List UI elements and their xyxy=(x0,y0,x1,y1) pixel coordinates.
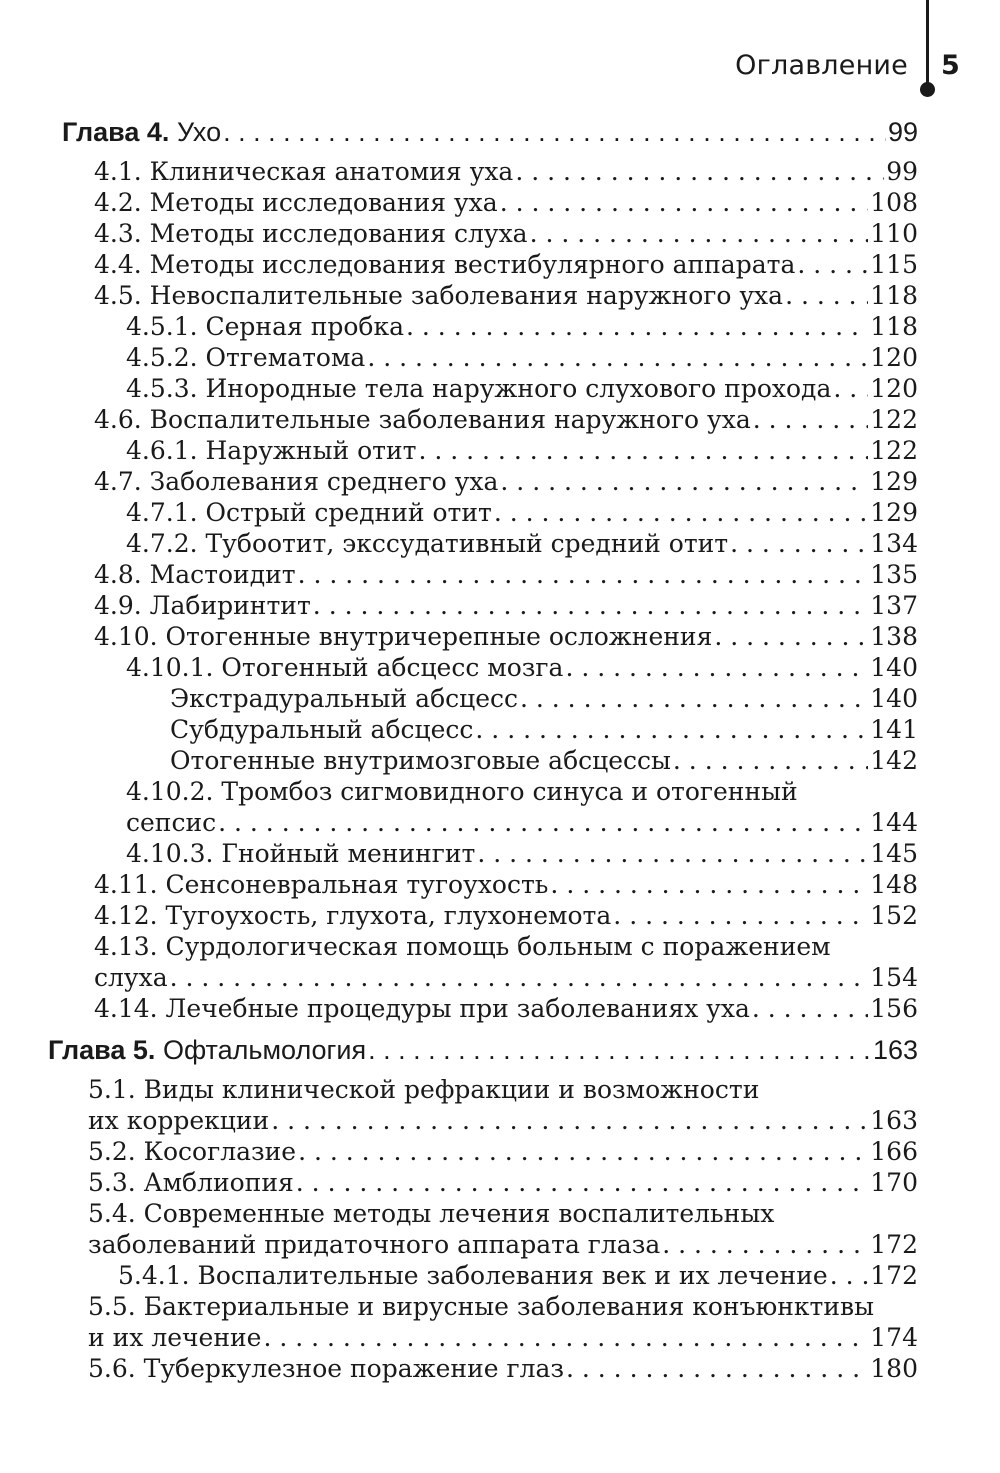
entry-title: Экстрадуральный абсцесс xyxy=(170,684,518,713)
leader-dots xyxy=(530,219,869,248)
entry-title: 4.10.3. Гнойный менингит xyxy=(126,839,476,868)
toc-entry[interactable] xyxy=(88,1168,918,1202)
page-ref: 120 xyxy=(870,374,918,403)
entry-title: 4.13. Сурдологическая помощь больным с поражением xyxy=(94,932,831,961)
entry-title: 4.12. Тугоухость, глухота, глухонемота xyxy=(94,901,612,930)
page-ref: 141 xyxy=(870,715,918,744)
leader-dots xyxy=(298,560,869,589)
entry-title: слуха xyxy=(94,963,168,992)
toc-entry[interactable] xyxy=(94,622,918,656)
entry-title: 4.5.1. Серная пробка xyxy=(126,312,405,341)
page-ref: 122 xyxy=(870,436,918,465)
entry-title: 4.5. Невоспалительные заболевания наружного уха xyxy=(94,281,784,310)
leader-dots xyxy=(218,808,868,837)
toc-entry-line1[interactable] xyxy=(88,1199,918,1233)
page-ref: 118 xyxy=(870,312,918,341)
page-ref: 129 xyxy=(870,467,918,496)
toc-entry[interactable] xyxy=(126,312,918,346)
header-rule xyxy=(926,0,929,88)
toc-entry[interactable] xyxy=(94,405,918,439)
page-ref: 180 xyxy=(870,1354,918,1383)
toc-entry[interactable] xyxy=(94,281,918,315)
leader-dots xyxy=(753,405,869,434)
toc-entry[interactable] xyxy=(126,529,918,563)
leader-dots xyxy=(313,591,868,620)
page-ref: 129 xyxy=(870,498,918,527)
leader-dots xyxy=(500,467,868,496)
chapter-4-entry[interactable] xyxy=(62,117,918,151)
leader-dots xyxy=(752,994,868,1023)
toc-entry[interactable] xyxy=(94,188,918,222)
leader-dots xyxy=(662,1230,868,1259)
entry-title: 5.2. Косоглазие xyxy=(88,1137,297,1166)
page-ref: 174 xyxy=(870,1323,918,1352)
entry-title: 4.6.1. Наружный отит xyxy=(126,436,417,465)
entry-title: 5.1. Виды клинической рефракции и возможности xyxy=(88,1075,760,1104)
toc-entry[interactable] xyxy=(88,1323,918,1357)
toc-entry[interactable] xyxy=(94,870,918,904)
leader-dots xyxy=(475,715,868,744)
leader-dots xyxy=(418,436,868,465)
toc-entry[interactable] xyxy=(126,436,918,470)
entry-title: 4.2. Методы исследования уха xyxy=(94,188,498,217)
page-number: 5 xyxy=(941,50,960,81)
toc-entry[interactable] xyxy=(88,1106,918,1140)
toc-entry-line1[interactable] xyxy=(88,1075,918,1109)
page-ref: 110 xyxy=(870,219,918,248)
leader-dots xyxy=(515,157,884,186)
entry-title: 4.5.2. Отгематома xyxy=(126,343,366,372)
page-ref: 170 xyxy=(870,1168,918,1197)
toc-entry[interactable] xyxy=(94,250,918,284)
toc-entry[interactable] xyxy=(126,374,918,408)
toc-entry-line1[interactable] xyxy=(88,1292,918,1326)
toc-entry[interactable] xyxy=(94,591,918,625)
leader-dots xyxy=(298,1137,868,1166)
leader-dots xyxy=(730,529,868,558)
page-ref: 142 xyxy=(870,746,918,775)
leader-dots xyxy=(500,188,869,217)
entry-title: сепсис xyxy=(126,808,217,837)
entry-title: 5.4.1. Воспалительные заболевания век и их лечение xyxy=(118,1261,828,1290)
leader-dots xyxy=(367,343,868,372)
header-dot xyxy=(920,82,935,97)
toc-entry[interactable] xyxy=(170,715,918,749)
entry-title: 4.5.3. Инородные тела наружного слухового прохода xyxy=(126,374,832,403)
leader-dots xyxy=(566,1354,868,1383)
toc-entry[interactable] xyxy=(126,343,918,377)
entry-title: 4.7.2. Тубоотит, экссудативный средний отит xyxy=(126,529,729,558)
page-ref: 163 xyxy=(872,1035,918,1065)
entry-title: 4.1. Клиническая анатомия уха xyxy=(94,157,514,186)
toc-entry[interactable] xyxy=(126,498,918,532)
entry-title: 4.10. Отогенные внутричерепные осложнения xyxy=(94,622,713,651)
entry-title: 4.10.1. Отогенный абсцесс мозга xyxy=(126,653,564,682)
page-ref: 134 xyxy=(870,529,918,558)
toc-entry[interactable] xyxy=(126,839,918,873)
leader-dots xyxy=(785,281,868,310)
entry-title: 5.4. Современные методы лечения воспалительных xyxy=(88,1199,775,1228)
leader-dots xyxy=(271,1106,868,1135)
entry-title: 4.10.2. Тромбоз сигмовидного синуса и отогенный xyxy=(126,777,798,806)
page-ref: 140 xyxy=(870,684,918,713)
page-ref: 152 xyxy=(870,901,918,930)
page-ref: 140 xyxy=(870,653,918,682)
entry-title: 5.3. Амблиопия xyxy=(88,1168,294,1197)
chapter-label: Глава 5. xyxy=(48,1035,156,1065)
entry-title: Субдуральный абсцесс xyxy=(170,715,474,744)
leader-dots xyxy=(714,622,868,651)
entry-title: 5.6. Туберкулезное поражение глаз xyxy=(88,1354,564,1383)
page-ref: 172 xyxy=(870,1261,918,1290)
entry-title: 5.5. Бактериальные и вирусные заболевания конъюнктивы xyxy=(88,1292,875,1321)
leader-dots xyxy=(263,1323,868,1352)
page-ref: 144 xyxy=(870,808,918,837)
leader-dots xyxy=(830,1261,869,1290)
leader-dots xyxy=(550,870,868,899)
entry-title: 4.11. Сенсоневральная тугоухость xyxy=(94,870,549,899)
leader-dots xyxy=(406,312,868,341)
page-ref: 115 xyxy=(870,250,918,279)
toc-entry[interactable] xyxy=(94,560,918,594)
toc-entry[interactable] xyxy=(94,901,918,935)
page-ref: 118 xyxy=(870,281,918,310)
toc-entry[interactable] xyxy=(126,653,918,687)
page-ref: 99 xyxy=(886,157,918,186)
page-ref: 156 xyxy=(870,994,918,1023)
chapter-title: Офтальмология xyxy=(162,1035,367,1065)
entry-title: заболеваний придаточного аппарата глаза xyxy=(88,1230,661,1259)
running-header-title: Оглавление xyxy=(735,50,908,81)
page-ref: 163 xyxy=(870,1106,918,1135)
page-ref: 148 xyxy=(870,870,918,899)
page-ref: 166 xyxy=(870,1137,918,1166)
toc-entry[interactable] xyxy=(118,1261,918,1295)
leader-dots xyxy=(368,1035,871,1066)
entry-title: 4.4. Методы исследования вестибулярного аппарата xyxy=(94,250,796,279)
entry-title: и их лечение xyxy=(88,1323,262,1352)
toc-entry-line1[interactable] xyxy=(126,777,918,811)
leader-dots xyxy=(520,684,868,713)
entry-title: 4.14. Лечебные процедуры при заболеваниях уха xyxy=(94,994,750,1023)
entry-title: их коррекции xyxy=(88,1106,270,1135)
leader-dots xyxy=(223,117,886,148)
leader-dots xyxy=(494,498,868,527)
leader-dots xyxy=(296,1168,869,1197)
page-ref: 172 xyxy=(870,1230,918,1259)
toc-entry[interactable] xyxy=(88,1137,918,1171)
entry-title: 4.8. Мастоидит xyxy=(94,560,296,589)
chapter-5-entry[interactable] xyxy=(48,1035,918,1069)
entry-title: 4.9. Лабиринтит xyxy=(94,591,311,620)
toc-entry[interactable] xyxy=(94,219,918,253)
leader-dots xyxy=(833,374,868,403)
entry-title: 4.6. Воспалительные заболевания наружного уха xyxy=(94,405,751,434)
page-ref: 135 xyxy=(870,560,918,589)
toc-entry[interactable] xyxy=(94,157,918,191)
chapter-title: Ухо xyxy=(176,117,222,147)
toc-entry[interactable] xyxy=(94,994,918,1028)
toc-entry[interactable] xyxy=(88,1230,918,1264)
page-ref: 154 xyxy=(870,963,918,992)
toc-entry[interactable] xyxy=(126,808,918,842)
toc-entry[interactable] xyxy=(94,963,918,997)
page-ref: 138 xyxy=(870,622,918,651)
toc-entry[interactable] xyxy=(94,467,918,501)
toc-entry-line1[interactable] xyxy=(94,932,918,966)
leader-dots xyxy=(673,746,868,775)
page-ref: 108 xyxy=(870,188,918,217)
leader-dots xyxy=(613,901,868,930)
toc-entry[interactable] xyxy=(170,684,918,718)
entry-title: 4.7.1. Острый средний отит xyxy=(126,498,492,527)
leader-dots xyxy=(797,250,868,279)
leader-dots xyxy=(565,653,868,682)
toc-entry[interactable] xyxy=(88,1354,918,1388)
page-ref: 122 xyxy=(870,405,918,434)
entry-title: 4.7. Заболевания среднего уха xyxy=(94,467,499,496)
toc-entry[interactable] xyxy=(170,746,918,780)
page-ref: 120 xyxy=(870,343,918,372)
page-ref: 145 xyxy=(870,839,918,868)
page-ref: 137 xyxy=(870,591,918,620)
leader-dots xyxy=(477,839,868,868)
page-ref: 99 xyxy=(887,117,918,147)
entry-title: Отогенные внутримозговые абсцессы xyxy=(170,746,671,775)
leader-dots xyxy=(170,963,869,992)
chapter-label: Глава 4. xyxy=(62,117,170,147)
entry-title: 4.3. Методы исследования слуха xyxy=(94,219,528,248)
